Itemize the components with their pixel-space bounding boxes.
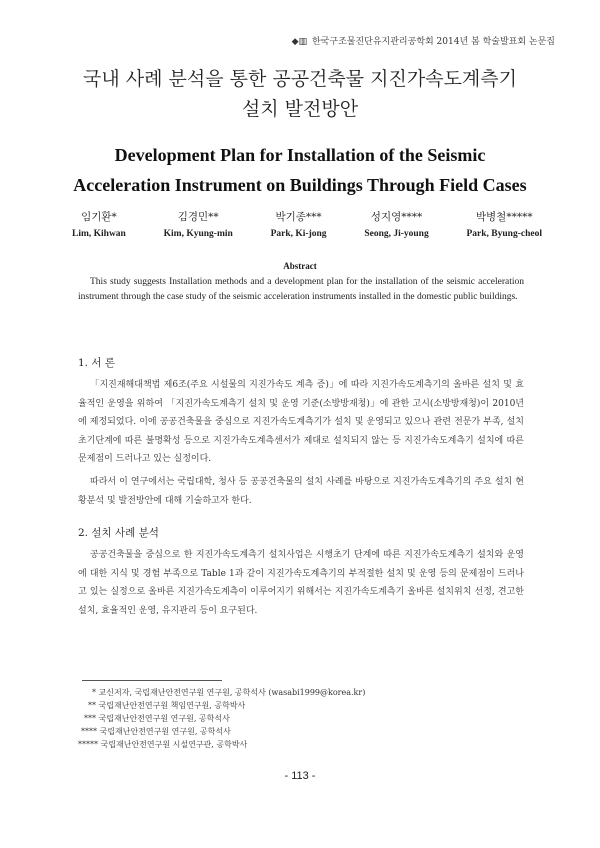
korean-title [0,64,600,124]
english-title [0,140,600,200]
footnote: ** 국립재난안전연구원 책임연구원, 공학박사 [88,701,246,710]
author-name-kr: 박병철***** [475,211,533,223]
korean-title-line-2: 설치 발전방안 [241,98,359,120]
section-heading-introduction: 1. 서 론 [78,357,115,369]
author-name-en: Seong, Ji-young [364,229,429,239]
footnote: * 교신저자, 국립재난안전연구원 연구원, 공학석사 (wasabi1999@korea.kr) [92,688,366,697]
author-name-kr: 박기종*** [275,211,322,223]
author-name-en: Park, Byung-cheol [466,229,542,239]
running-title: 한국구조물진단유지관리공학회 2014년 봄 학술발표회 논문집 [311,37,555,47]
footnote: ***** 국립재난안전연구원 시설연구관, 공학박사 [78,740,248,749]
body-paragraph: 「지진재해대책법 제6조(주요 시설물의 지진가속도 계측 증)」에 따라 지진가속도계측기의 올바른 설치 및 효율적인 운영을 위하여 「지진가속도계측기 설치 및 운영 기준(소방방재청)」에 관한 고시(소방방재청)이 2010년에 제정되었다. 이에 공공건축물을 중심으로 지진가속도계측기가 설치 및 운영되고 있으나 관련 전문가 부족, 설치 초기단계에 따른 불명확성 등으로 지진가속도계측센서가 제대로 설치되지 않는 등 지진가속도계측기 설치에 따른 문제점이 드러나고 있는 실정이다. [78,380,524,464]
body-paragraph: 따라서 이 연구에서는 국립대학, 청사 등 공공건축물의 설치 사례를 바탕으로 지진가속도계측기의 주요 설치 현황분석 및 발전방안에 대해 기술하고자 한다. [78,477,524,506]
body-paragraph: 공공건축물을 중심으로 한 지진가속도계측기 설치사업은 시행초기 단계에 따른 지진가속도계측기 설치와 운영에 대한 지식 및 경험 부족으로 Table 1과 같이 지진가속도계측기의 부적절한 설치 및 운영 등의 문제점이 드러나고 있는 실정으로 올바른 지진가속도계측이 이루어지기 위해서는 지진가속도계측기 올바른 설치위치 선정, 견고한 설치, 효율적인 운영, 유지관리 등이 요구된다. [78,550,524,616]
korean-title-line-1: 국내 사례 분석을 통한 공공건축물 지진가속도계측기 [83,68,517,90]
author-name-en: Lim, Kihwan [72,229,126,239]
section-heading-case-analysis: 2. 설치 사례 분석 [78,527,159,539]
author-1 [72,209,126,239]
english-title-line-1: Development Plan for Installation of the Seismic [114,145,486,165]
author-name-kr: 김경민** [177,211,219,223]
page-number: - 113 - [284,770,316,782]
running-header [292,34,555,47]
footnote-divider [82,680,222,681]
diamond-grid-icon: ◆▥ [291,37,308,47]
author-2 [164,209,233,239]
footnote: *** 국립재난안전연구원 연구원, 공학석사 [84,714,230,723]
abstract-body: This study suggests Installation methods and a development plan for the installation of the seismic acceleration instrument through the case study of the seismic acceleration instruments installed in the domestic public buildings. [78,277,524,302]
footnotes [78,686,518,751]
author-5 [467,209,542,239]
author-name-en: Park, Ki-jong [270,229,327,239]
author-3 [271,209,327,239]
english-title-line-2: Acceleration Instrument on Buildings Through Field Cases [73,175,527,195]
author-name-kr: 성지영**** [370,211,423,223]
author-list [72,209,542,239]
author-name-kr: 임기환* [81,211,117,223]
author-4 [364,209,428,239]
footnote: **** 국립재난안전연구원 연구원, 공학석사 [81,727,231,736]
author-name-en: Kim, Kyung-min [163,229,233,239]
abstract-heading: Abstract [283,261,317,271]
